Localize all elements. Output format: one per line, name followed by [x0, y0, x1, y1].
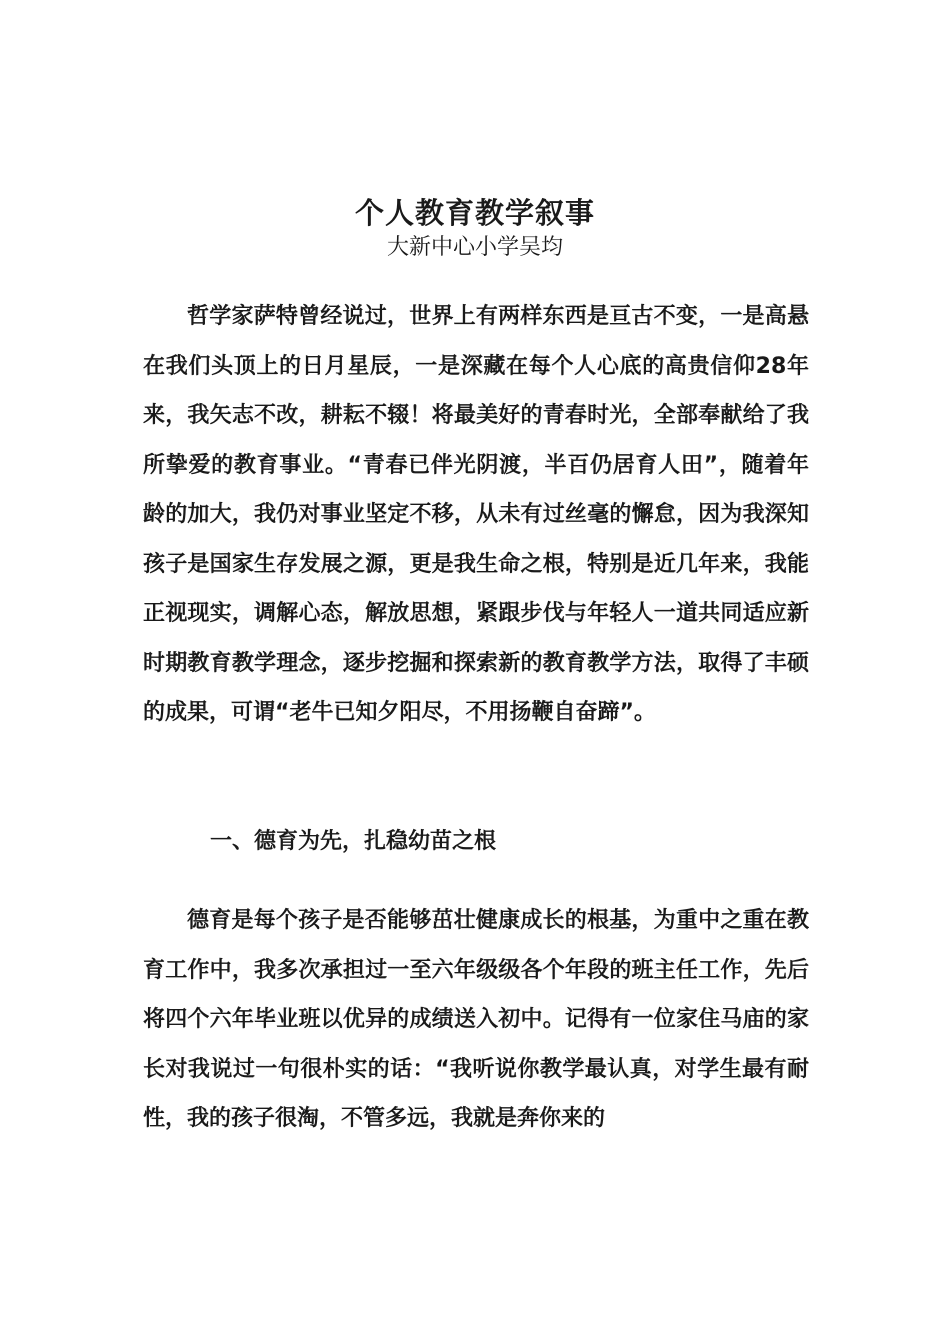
document-author: 大新中心小学吴均 [386, 235, 563, 260]
section-heading: 一、德育为先，扎稳幼苗之根 [210, 829, 497, 854]
paragraph-moral-education: 德育是每个孩子是否能够茁壮健康成长的根基，为重中之重在教育工作中，我多次承担过一至六年级级各个年段的班主任工作，先后将四个六年毕业班以优异的成绩送入初中。记得有一位家住马庙的家长对我说过一句很朴实的话：“我听说你教学最认真，对学生最有耐性，我的孩子很淘，不管多远，我就是奔你来的 [143, 908, 809, 1131]
document-title: 个人教育教学叙事 [354, 196, 595, 231]
paragraph-intro: 哲学家萨特曾经说过，世界上有两样东西是亘古不变，一是高悬在我们头顶上的日月星辰，一是深藏在每个人心底的高贵信仰28年来，我矢志不改，耕耘不辍！将最美好的青春时光，全部奉献给了我所挚爱的教育事业。“青春已伴光阴渡，半百仍居育人田”，随着年龄的加大，我仍对事业坚定不移，从未有过丝毫的懈怠，因为我深知孩子是国家生存发展之源，更是我生命之根，特别是近几年来，我能正视现实，调解心态，解放思想，紧跟步伐与年轻人一道共同适应新时期教育教学理念，逐步挖掘和探索新的教育教学方法，取得了丰硕的成果，可谓“老牛已知夕阳尽，不用扬鞭自奋蹄”。 [143, 304, 809, 725]
